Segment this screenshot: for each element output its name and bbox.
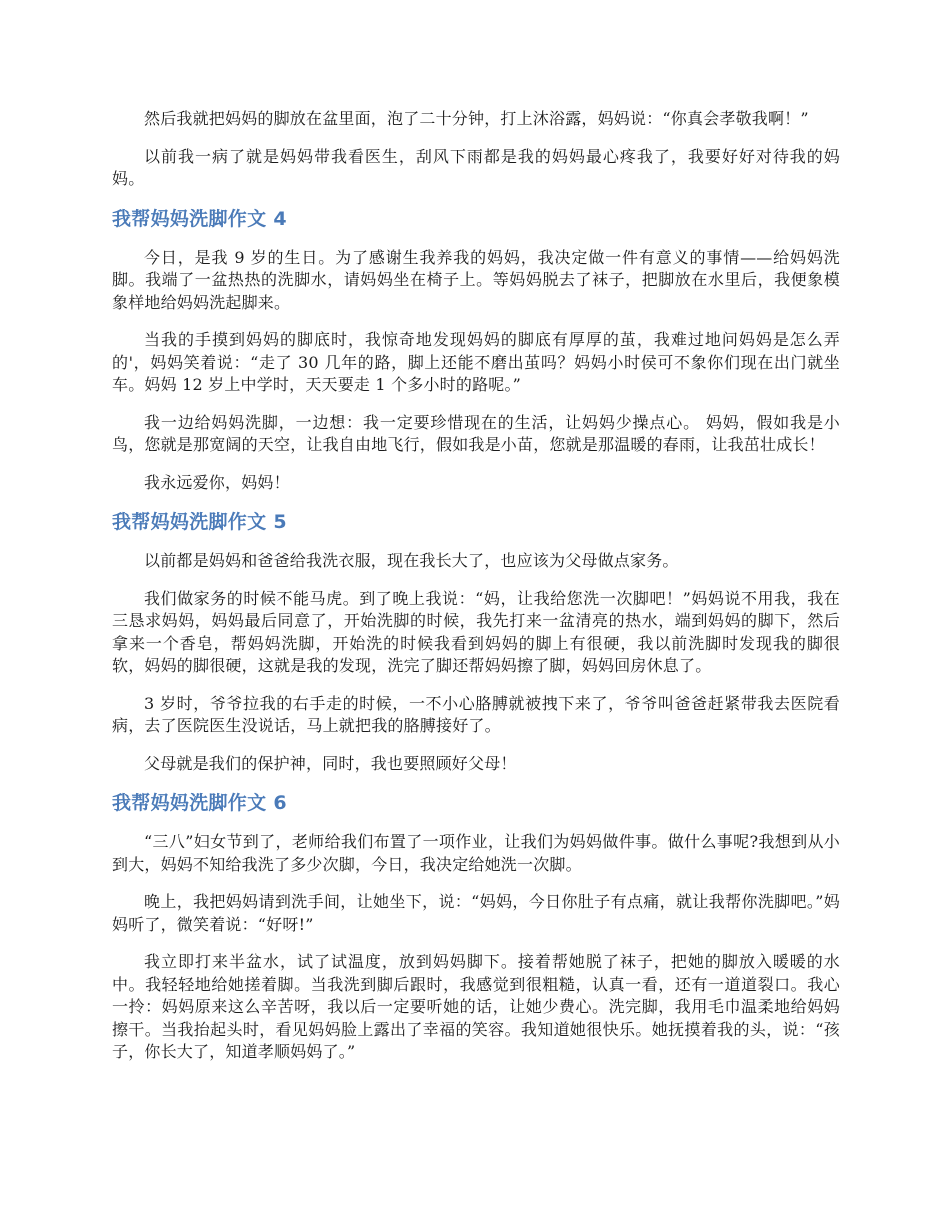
paragraph: 我立即打来半盆水，试了试温度，放到妈妈脚下。接着帮她脱了袜子，把她的脚放入暖暖的水中。我轻轻地给她搓着脚。当我洗到脚后跟时，我感觉到很粗糙，认真一看，还有一道道裂口。我心一拎：妈妈原来这么辛苦呀，我以后一定要听她的话，让她少费心。洗完脚，我用毛巾温柔地给妈妈擦干。当我抬起头时，看见妈妈脸上露出了幸福的笑容。我知道她很快乐。她抚摸着我的头，说：“孩子，你长大了，知道孝顺妈妈了。” bbox=[112, 952, 840, 1061]
paragraph: 我永远爱你，妈妈！ bbox=[144, 472, 290, 492]
paragraph: 以前都是妈妈和爸爸给我洗衣服，现在我长大了，也应该为父母做点家务。 bbox=[144, 551, 679, 570]
paragraph: “三八”妇女节到了，老师给我们布置了一项作业，让我们为妈妈做件事。做什么事呢?我想到从小到大，妈妈不知给我洗了多少次脚，今日，我决定给她洗一次脚。 bbox=[112, 832, 840, 874]
paragraph: 父母就是我们的保护神，同时，我也要照顾好父母！ bbox=[144, 753, 517, 773]
paragraph: 当我的手摸到妈妈的脚底时，我惊奇地发现妈妈的脚底有厚厚的茧，我难过地问妈妈是怎么弄的'，妈妈笑着说：“走了 30 几年的路，脚上还能不磨出茧吗？妈妈小时侯可不象你们现在出门就坐车。妈妈 12 岁上中学时，天天要走 1 个多小时的路呢。” bbox=[112, 330, 840, 394]
paragraph: 以前我一病了就是妈妈带我看医生，刮风下雨都是我的妈妈最心疼我了，我要好好对待我的妈妈。 bbox=[112, 146, 840, 188]
section-heading: 我帮妈妈洗脚作文 5 bbox=[112, 511, 287, 533]
paragraph: 3 岁时，爷爷拉我的右手走的时候，一不小心胳膊就被拽下来了，爷爷叫爸爸赶紧带我去医院看病，去了医院医生没说话，马上就把我的胳膊接好了。 bbox=[112, 693, 840, 735]
paragraph: 我们做家务的时候不能马虎。到了晚上我说：“妈，让我给您洗一次脚吧！”妈妈说不用我，我在三恳求妈妈，妈妈最后同意了，开始洗脚的时候，我先打来一盆清亮的热水，端到妈妈的脚下，然后拿来一个香皂，帮妈妈洗脚，开始洗的时候我看到妈妈的脚上有很硬，我以前洗脚时发现我的脚很软，妈妈的脚很硬，这就是我的发现，洗完了脚还帮妈妈擦了脚，妈妈回房休息了。 bbox=[112, 588, 840, 675]
paragraph: 今日，是我 9 岁的生日。为了感谢生我养我的妈妈，我决定做一件有意义的事情——给妈妈洗脚。我端了一盆热热的洗脚水，请妈妈坐在椅子上。等妈妈脱去了袜子，把脚放在水里后，我便象模象样地给妈妈洗起脚来。 bbox=[112, 247, 840, 312]
paragraph: 我一边给妈妈洗脚，一边想：我一定要珍惜现在的生活，让妈妈少操点心。 妈妈，假如我是小鸟，您就是那宽阔的天空，让我自由地飞行，假如我是小苗，您就是那温暖的春雨，让我茁壮成长！ bbox=[112, 412, 840, 454]
paragraph: 然后我就把妈妈的脚放在盆里面，泡了二十分钟，打上沐浴露，妈妈说：“你真会孝敬我啊！” bbox=[144, 109, 809, 128]
paragraph: 晚上，我把妈妈请到洗手间，让她坐下，说：“妈妈，今日你肚子有点痛，就让我帮你洗脚吧。”妈妈听了，微笑着说：“好呀!” bbox=[112, 892, 840, 934]
section-heading: 我帮妈妈洗脚作文 4 bbox=[112, 207, 287, 230]
document-page bbox=[112, 108, 840, 1079]
section-heading: 我帮妈妈洗脚作文 6 bbox=[112, 792, 287, 814]
